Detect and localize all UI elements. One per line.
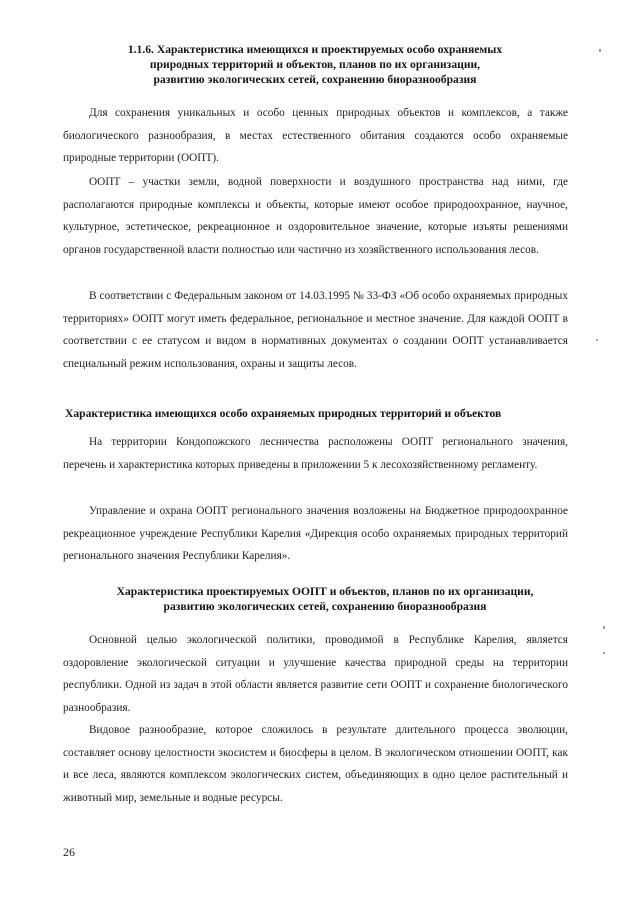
heading-line-3: развитию экологических сетей, сохранению биоразнообразия [153,73,477,86]
planned-oopt-heading [80,584,570,614]
section-heading [80,42,550,87]
existing-oopt-heading: Характеристика имеющихся особо охраняемых природных территорий и объектов [65,407,502,420]
paragraph-definition: ООПТ – участки земли, водной поверхности и воздушного пространства над ними, где располагаются природные комплексы и объекты, которые имеют особое природоохранное, научное, культурное, эстетическое, рекреационное и оздоровительное значение, которые изъяты решениями органов государственной власти полностью или частично из хозяйственного использования лесов. [63,176,568,256]
heading-line-2: природных территорий и объектов, планов по их организации, [149,58,481,71]
paragraph-kondopoga: На территории Кондопожского лесничества расположены ООПТ регионального значения, перечень и характеристика которых приведены в приложении 5 к лесохозяйственному регламенту. [63,436,568,471]
paragraph-ecological-policy: Основной целью экологической политики, проводимой в Республике Карелия, является оздоровление экологической ситуации и улучшение качества природной среды на территории республики. Одной из задач в этой области является развитие сети ООПТ и сохранение биологического разнообразия. [63,634,568,714]
paragraph-intro: Для сохранения уникальных и особо ценных природных объектов и комплексов, а также биологического разнообразия, в местах естественного обитания создаются особо охраняемые природные территории (ООПТ). [63,107,568,165]
paragraph-management: Управление и охрана ООПТ регионального значения возложены на Бюджетное природоохранное рекреационное учреждение Республики Карелия «Дирекция особо охраняемых природных территорий регионального значения Республики Карелия». [63,505,568,563]
page-number: 26 [63,845,75,859]
scan-speck [599,49,601,52]
planned-heading-line-1: Характеристика проектируемых ООПТ и объектов, планов по их организации, [116,585,534,598]
scan-speck [596,339,598,341]
scan-speck [603,626,605,629]
paragraph-species-diversity: Видовое разнообразие, которое сложилось в результате длительного процесса эволюции, составляет основу целостности экосистем и биосферы в целом. В экологическом отношении ООПТ, как и все леса, являются комплексом экологических систем, объединяющих в одно целое растительный и животный мир, земельные и водные ресурсы. [63,724,568,804]
heading-line-1: 1.1.6. Характеристика имеющихся и проектируемых особо охраняемых [127,43,503,56]
planned-heading-line-2: развитию экологических сетей, сохранению биоразнообразия [163,600,487,613]
scan-speck [603,652,605,654]
paragraph-federal-law: В соответствии с Федеральным законом от 14.03.1995 № 33-ФЗ «Об особо охраняемых природных территориях» ООПТ могут иметь федеральное, региональное и местное значение. Для каждой ООПТ в соответствии с ее статусом и видом в нормативных документах о создании ООПТ устанавливается специальный режим использования, охраны и защиты лесов. [63,290,568,370]
